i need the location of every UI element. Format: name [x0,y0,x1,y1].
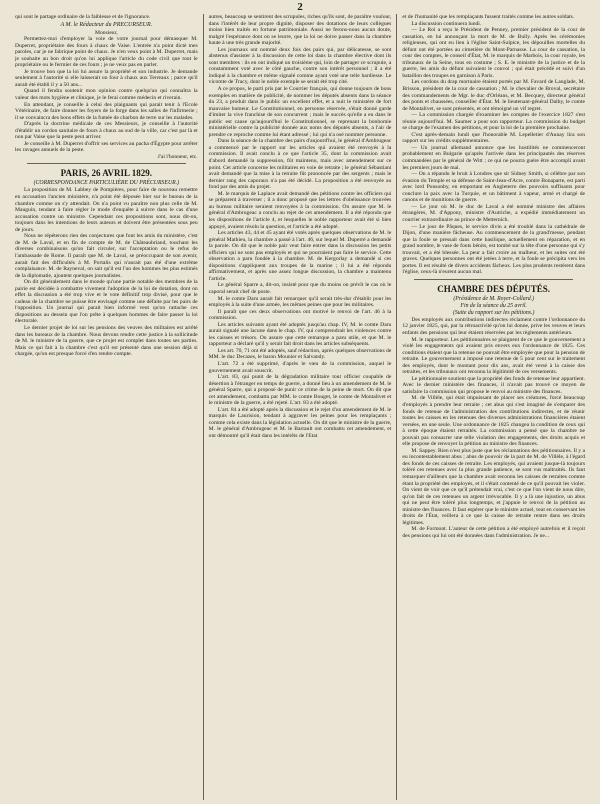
column-3 [396,14,590,800]
paragraph: et de l'humanité que les remplaçants fussent traités comme les autres soldats. [402,14,575,20]
paragraph: Il paraît que ces deux observations ont motivé le renvoi de l'art. 46 à la commission. [208,308,392,322]
columns [10,14,590,800]
paragraph: La discussion continuera lundi. [411,20,482,27]
column-1 [10,14,203,800]
paragraph: — Le jour de Pâques, le service divin a été troublé dans la cathédrale de Dijon, d'une manière fâcheuse. Au commencement de la grand'messe, pendant que la foule se pressait dans cette basilique, actuellement en réparation, et en grand nombre, le vase de fonts bénits, est tombé sur la tête d'une personne qui s'y trouvait, et a été blessée. La peur a fait croire au malheur, et les suites ont été graves. Quelques personnes ont été jetées à terre, et la foule se précipita vers les portes. Il est résulté de divers accidents fâcheux. Les plus prudents restèrent dans l'église, ceux-là n'eurent aucun mal. [402,223,586,276]
divider [27,163,186,164]
chamber-presidency: (Présidence de M. Royer-Collard.) [453,295,534,302]
paragraph: M. le comte Daru aurait fait remarquer qu'il serait très-dur d'établir pour les employés à la suite d'une armée, les mêmes peines que pour les militaires. [208,295,392,309]
letter-heading: A M. le Rédacteur du PRECURSEUR. [60,21,153,28]
paragraph: M. Sappey. Rien n'est plus juste que les réclamations des pétitionnaires. Il y a eu incontestablement abus ; abus de pouvoir de la part de M. de Villèle, à l'égard des fonds de ces caisses de retraite. Les employés, qui avaient jusque-là toujours toléré ces retenues avec la plus grande patience, se sont vus maltraités. Ils faut remarquer d'ailleurs que la chambre avait reconnu les caisses de retraites comme étant la propriété des employés, et il s'était contenté de ce qu'il pouvait les violer. On vient de voir que ce qu'il prétendait vrai, c'est ce que l'on vient de nous dire, qu'on fait de ces retenues un argent irrévocable. Il y a là une injustice, un abus qui ne peut être toléré plus longtemps, et j'appuie le renvoi de la pétition au ministre des finances. Il faut espérer que le ministre actuel, tout en conservant les droits de l'État, veillera à ce que la caisse de retraite rentre dans ses droits légitimes. [402,447,586,526]
paragraph: A ce propos, le parti pris par le Courrier français, qui donne toujours de bons exemples en matière de publicité, de nommer les députés absents dans la séance du 23, a produit dans le public un excellent effet, et a nuit le ministère de fort mauvaise humeur. Le Constitutionnel, en personne réservée, s'était donné garde d'imiter la vive franchise de son concurrent ; mais le succès qu'elle a eu dans le public est cause qu'aujourd'hui le Constitutionnel, se reprenant la bonhomie ministérielle contre la publicité donnée aux noms des députés absents, a l'air de prendre ce reproche comme lui étant adressé ; lui qui n'a osé nommer personne. [208,86,392,138]
paragraph: L'art. 84 a été adopté après la discussion et le rejet d'un amendement de M. le marquis de Laurision, tendant à aggraver les peines pour les remplaçants ; comme cela existe dans la législation actuelle. On dit que le ministre de la guerre, M. le général d'Ambrugeac et M. le Barrault ont combattu cet amendement, et ont démontré qu'il était dans les intérêts de l'Etat [208,406,392,439]
paragraph: qui sont le partage ordinaire de la faiblesse et de l'ignorance. [15,14,151,20]
paragraph: M. de Formont. L'auteur de cette pétition a été employé autrefois et il reçoit des pensions qui lui ont été données dans l'administration. Je ne... [402,526,586,539]
paragraph: Je trouve bon que la loi lui assure la propriété et son industrie. Je demande seulement à l'autorité si elle laisserait un four à chaux aux Terreaux ; parce qu'il aurait été établi il y a 50 ans... [15,68,198,88]
paragraph: Le pétitionnaire soutient que la propriété des fonds de retenue leur appartient. Avec le dernier ministère des finances, il n'avait pas trouvé ce moyen de satisfaire la commission qui propose le renvoi au ministre des finances. [402,375,586,395]
paragraph: Les articles 43, 44 et 45 ayant été votés après quelques observations de M. le général Mathieu, la chambre a passé à l'art. 46, sur lequel M. Duperré a demandé la parole. On dit que le noble pair veut faire entrer dans la discussion les petits officiers qui ne sont pas employés et qui ne pourraient pas faire le service. Cette observation a paru fondée à la chambre. M. de Kergorlay a demandé si ces dispositions s'appliquent aux troupes de la marine ; il lui a été répondu affirmativement, et après une assez longue discussion, la chambre a maintenu l'article. [208,230,392,282]
paragraph: Le dernier projet de loi sur les pensions des veuves des militaires est arrêté dans les bureaux de la chambre. Nous devons rendre cette justice à la sollicitude de M. le ministre de la guerre, que ce projet est complet dans toutes ses parties. Mais ce qui fait à la chambre c'est qu'il est présenté dans une session déjà si chargée, qu'on est presque forcé d'en rendre compte. [15,324,198,358]
paragraph: Nous ne répéterons rien des conjectures que font les amis du ministère, c'est de M. de Laval, et en fin de compte de M. de Châteaubriand, touchant les diverses combinaisons qu'on fait circuler, sur l'acceptation ou le refus de l'ambassade de Rome. Il paraît que M. de Laval, se préoccupant de son avenir, aurait fait des difficultés à M. Portalis qui n'aurait pas été d'une extrême complaisance. M. de Rayneval, on sait qu'il est l'un des hommes les plus estimés de la diplomatie, ajoutent quelques journalistes. [15,233,198,279]
paragraph: Les art. 70, 71 ont été adoptés, sauf rédaction, après quelques observations de MM. le duc Decazes, le baron Mounier et Salvandy. [208,347,392,361]
page-number: 2 [297,1,303,13]
paragraph: L'art. 83, qui punit de la dégradation militaire tout officier coupable de désertion à l'étranger en temps de guerre, a donné lieu à un amendement de M. le général Sparre, qui a proposé de punir ce crime de la peine de mort. On dit que cet amendement, combattu par MM. le comte Bouget, le comte de Montalivet et le ministre de la guerre, a été rejeté. L'art. 83 a été adopté. [208,374,392,407]
paragraph: Les journaux ont nommé deux fois des pairs qui, par délicatesse, se sont abstenus d'assister à la discussion de cette loi dans la chambre élective dont ils sont membres : ils en ont indiqué un troisième qui, loin de partager ce scrupule, a constamment voté avec le côté gauche, contre son intérêt personnel ; il a été indiqué à la chambre et même signalé comme ayant voté une telle hardiesse. Le vicomte de Tracy, dont le noble exemple se serait été trop cité. [208,46,392,86]
paragraph: — Le jour où M. le duc de Laval a été nommé ministre des affaires étrangères, M. d'Appony, ministre d'Autriche, a expédié immédiatement un courrier extraordinaire au prince de Metternich. [402,203,586,223]
paragraph: — Un journal allemand annonce que les hostilités ne commenceront probablement en Bulgarie qu'après l'arrivée dans les principautés des réserves commandées par le général de Witt ; ce qui ne pourra guère être accompli avant les premiers jours de mai. [402,144,586,171]
paragraph: M. le marquis de Laplace avait demandé des pétitions contre les officiers qui se préparent à traverser ; il a donc proposé que les lettres d'obéissance trouvées au bureau militaire seraient renvoyées à la commission. On assure que M. le général d'Ambrugeac a conclu au rejet de cet amendement. Il a été répondu que les dispositions de l'article 4, et lesquelles le noble rapporteur avait été si bien appuyé, avaient résolu la question, et l'article a été adopté. [208,190,392,230]
paragraph: C'est après-demain lundi que l'honorable M. Lepelletier d'Aunay lira son rapport sur les crédits supplémentaires. [402,131,586,145]
chamber-title: CHAMBRE DES DÉPUTÉS. [437,283,551,294]
signature: J'ai l'honneur, etc. [157,153,198,160]
paragraph: Le général Sparre a, dit-on, insisté pour que du moins on prévît le cas où le caporal serait chef de poste. [208,282,392,295]
paragraph: On dit généralement dans le monde qu'une partie notable des membres de la pairie est décidée à combattre vivement l'adoption de la loi de dotation, dont on effet la discussion a été trop vive et le vote définitif trop divisé, pour que le cadeau de la chambre ne puisse être envisagé comme une défaite par les pairs de l'opposition. Un journal qui parait bien informé veut qu'on rattache ces dispositions au dessein que l'on prête à quelques hommes de faire passer la loi électorale. [15,279,198,325]
paragraph: D'après la doctrine médicale de ces Messieurs, je conseille à l'autorité d'établir un cordon sanitaire de fours à chaux au sud de la ville, car c'est par là et non par Vaise que la peste peut arriver. [15,121,198,141]
paragraph: Les cordons du drap mortuaire étaient portés par M. Favard de Langlade, M. Brisson, président de la cour de cassation ; M. le chevalier de Broval, secrétaire des commandements de Mgr. le duc d'Orléans, et M. Becquey, directeur général des ponts et chaussées, conseiller d'État. M. le lieutenant-général Dalby, le comte de Montalivet, se sont présentés, et ont témoigné un vif regret. [402,79,586,112]
paragraph: — On a répandu le bruit à Londres que sir Sidney Smith, si célèbre par son évasion du Temple et sa défense de Saint-Jean-d'Acre, contre Bonaparte, est parti avec lord Ponsonby, en emportant en Angleterre des pouvoirs suffisants pour conclure la paix avec la Turquie, et un bâtiment à vapeur, armé et chargé de canons et de munitions de guerre. [402,171,586,204]
divider [414,279,573,280]
paragraph: autres, beaucoup se sentirent des scrupules, riches qu'ils sont, de paraître voulour, dans l'intérêt de leur propre dignité, disposer des dotations de leurs collègues moins bien traités en fortune patrimoniale. Aussi ne ferons-nous aucun doute, malgré l'espérance dont on se leurre, que la loi ne doive passer dans la chambre haute à une très grande majorité. [208,14,392,47]
paragraph: Dans la séance de la chambre des pairs d'aujourd'hui, le général d'Ambrugeac a commencé par le rapport sur les articles qui avaient été renvoyés à la commission. Il avait conclu à ce que l'article 35, dont la commission avait d'abord demandé la suppression, fût maintenu, mais avec amendement sur ce point. Cet article concerne les militaires en voie de retraite ; le général Sébastiani avait demandé que la mise à la retraite fût prononcée par des sergents ; mais le dernier rang des caporaux n'a pas été décidé. La proposition a été renvoyée au fond par des amis du projet. [208,138,392,191]
paragraph: — Le Roi a reçu le Président de Penney, premier président de la cour de cassation, en lui annonçant la mort de M. de Bully. Après les cérémonies religieuses, qui ont eu lieu à l'église Saint-Sulpice, les dépouilles mortelles du défunt ont été portées au cimetière du Mont-Parnasse. La cour de cassation, la cour des comptes, le conseil d'État, M. le marquis de Marbois, la cour royale, les tribunaux de la Seine, tous en costume ; S. E. le ministre de la justice et de la guerre, les amis du défunt suivaient le convoi ; qui était précédé et suivi d'un bataillon des troupes en garnison à Paris. [402,27,586,79]
salutation: Monsieur, [95,29,118,36]
paragraph: En attendant, je conseille à celui des plaignants qui parait tenir à l'Ecole Vétérinaire, de faire donner les foyers de la forge dans les salles de l'infirmerie ; il se convaincra des bons effets de la fumée de charbon de terre sur les malades. [15,101,198,121]
paragraph: Des employés aux contributions indirectes réclament contre l'ordonnance du 12 janvier 1825, qui, par la rétroactivité qu'on lui donne, prive les veuves et leurs enfants des pensions qui leur étaient réservées par les règlements antérieurs. [402,316,586,336]
dateline: PARIS, 26 AVRIL 1829. [60,168,153,179]
chamber-report: (Suite du rapport sur les pétitions.) [452,309,535,316]
paragraph: — La commission chargée d'examiner les comptes de l'exercice 1827 s'est réunie aujourd'hui. M. Saumer a pour son rapporteur. La commission du budget se charge de l'examen des pétitions, et pour la loi de la première prochaine. [402,112,586,132]
paragraph: Quand il fendra soutenir mon opinion contre quelqu'un qui connaîtra la valeur des mots hygiène et clinique, je le ferai comme médecin et riverain. [15,88,198,102]
paragraph: Les articles suivants ayant été adoptés jusqu'au chap. IV, M. le comte Daru aurait signalé une lacune dans le chap. IV, qui comprendrait les violences contre les caisses et trésors. On assure que cette remarque a paru utile, et que M. le rapporteur a déclaré qu'il y serait fait droit dans les articles subséquents. [208,321,392,348]
column-2 [203,14,397,800]
paragraph: La proposition de M. Labbey de Pompières, pour faire de nouveau remettre en accusation l'ancien ministère, n'a point été déposée hier sur le bureau de la chambre comme on s'y attendait. On n'a point vu paraître non plus celle de M. Mauguin, tendant à faire régler le mode d'enquête à suivre dans le cas d'une accusation contre un ministre. Cependant ces propositions sont, nous dit-on, toujours dans les intentions de leurs auteurs et doivent être présentées sous peu de jours. [15,187,198,233]
paragraph: Permettez-moi d'employer la voie de votre journal pour démasquer M. Duperret, propriétaire des fours à chaux de Vaise. L'entrée n'a point dicté mes paroles, car je ne fabrique point de chaux. Je n'en veux point à M. Duperret, mais je souhaite au bon droit qu'on lui applique l'article du code civil que tout le propriétaire ou le fermier de ces fours ; je ne veux pas en parler. [15,36,198,69]
paragraph: L'art. 72 a été supprimé, d'après le vœu de la commission, auquel le gouvernement avait souscrit. [208,360,392,374]
chamber-session: Fin de la séance du 25 avril. [460,302,527,309]
dateline-subtitle: (CORRESPONDANCE PARTICULIÈRE DU PRÉCURSEUR.) [33,180,180,187]
paragraph: M. le rapporteur. Les pétitionnaires se plaignent de ce que le gouvernement a violé les engagements qui avaient pris envers eux l'ordonnance de 1825. Ces conditions étaient que la retenue ne pouvait être employée que pour la pension de retraite. Le gouvernement a imposé une retenue de 5 pour cent sur le traitement des employés, dont le montant pour dix ans, avait été versé à la caisse des retraites, et les tribunaux ont reconnu la légitimité de ces versements. [402,336,586,376]
paragraph: Je conseille à M. Duperret d'offrir ses services au pacha d'Égypte pour arrêter les ravages annuels de la peste. [15,140,198,154]
paragraph: M. de Villèle, qui était impuissant de placer ses créatures, forcé beaucoup d'employés à prendre leur retraite ; cet abus qui s'est imaginé de s'emparer des fonds de retenue de l'administration des contributions indirectes, et de réunir toutes les caisses en les retenues des diverses administrations financières étaient versées, en une seule. Une ordonnance de 1825 changea la condition de ceux qui à cette époque étaient retraités. La commission a pensé que la chambre ne pouvait pas consacrer une telle violation des engagements, des droits acquis et elle propose de renvoyer la pétition au ministre des finances. [402,395,586,448]
